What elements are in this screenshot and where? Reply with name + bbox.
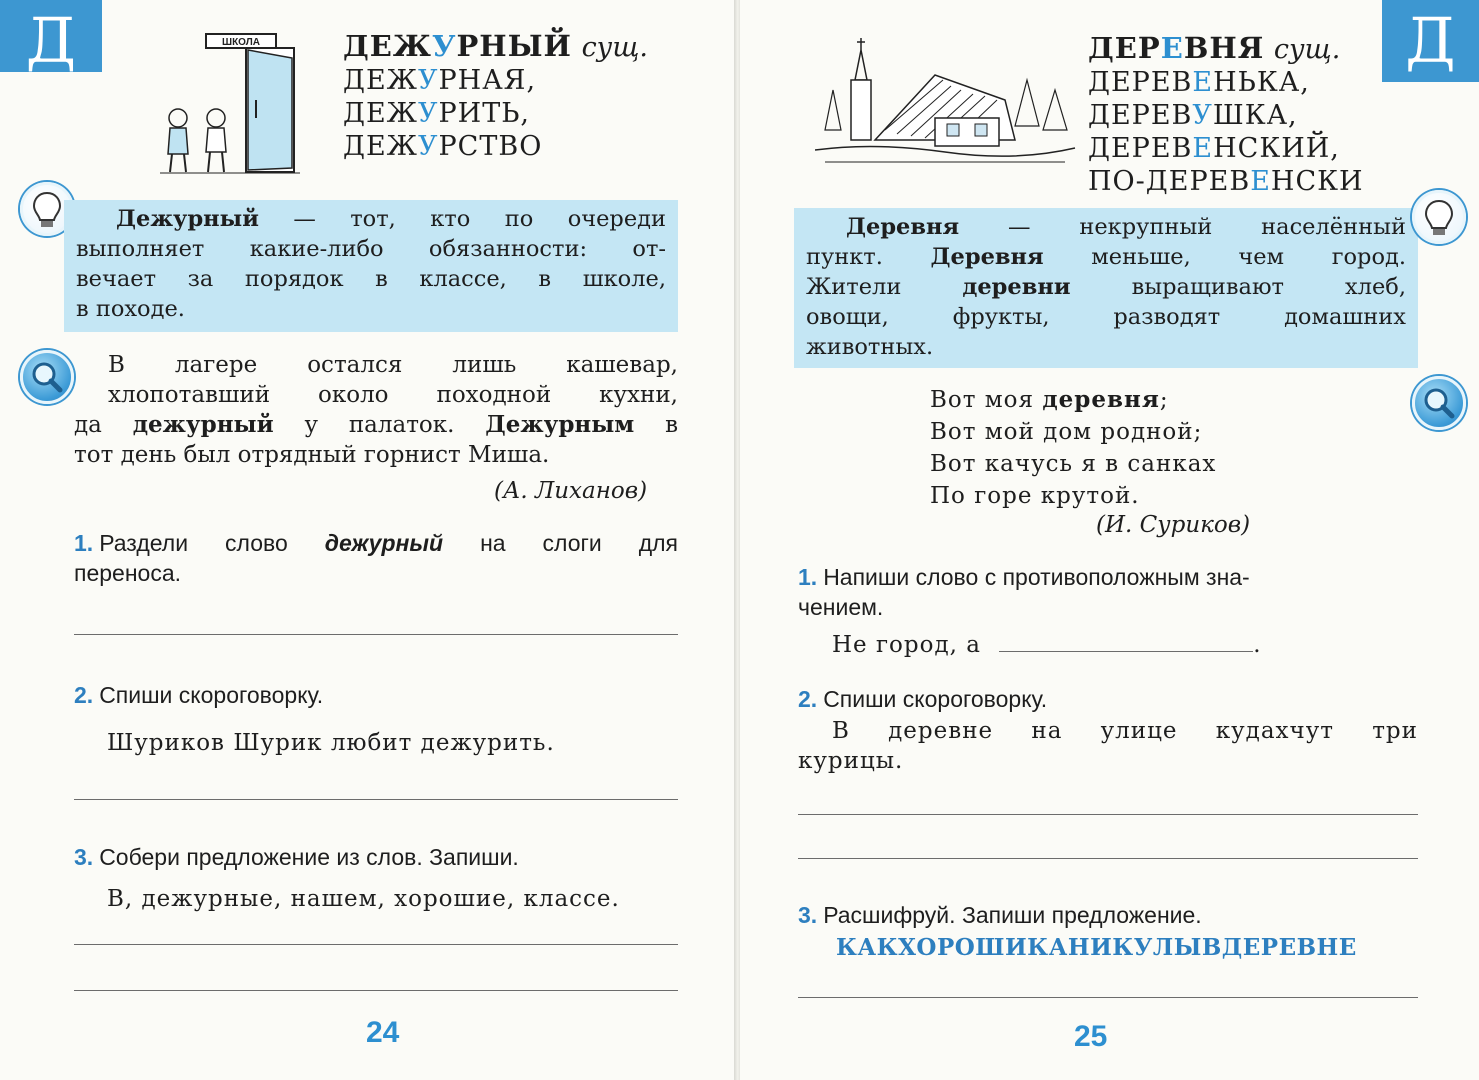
word-form: ДЕЖУРСТВО: [343, 131, 543, 162]
magnifier-icon: [1412, 376, 1466, 430]
page-number-right: 25: [1074, 1020, 1108, 1053]
answer-line[interactable]: [74, 990, 678, 991]
school-sign-text: ШКОЛА: [222, 37, 260, 48]
school-door-illustration: [160, 30, 300, 175]
word-form: ДЕЖУРИТЬ,: [343, 98, 531, 129]
blank-answer-line[interactable]: [999, 634, 1253, 652]
answer-line[interactable]: [74, 799, 678, 800]
task-2-left: 2. Спиши скороговорку.: [74, 682, 324, 708]
right-page: [740, 0, 1479, 1080]
task-1-left: 1. Раздели слово дежурный на слоги для переноса.: [74, 530, 679, 586]
letter-tab-right: Д: [1382, 0, 1479, 82]
answer-line[interactable]: [798, 997, 1418, 998]
word-form: ДЕРЕВЕНЬКА,: [1088, 67, 1310, 98]
task-1-prompt-right: Не город, а .: [832, 632, 1262, 658]
word-form: ДЕРЕВУШКА,: [1088, 100, 1298, 131]
answer-line[interactable]: [798, 814, 1418, 815]
answer-line[interactable]: [798, 858, 1418, 859]
task-3-left: 3. Собери предложение из слов. Запиши.: [74, 844, 519, 870]
magnifier-icon: [20, 350, 74, 404]
example-author-left: (А. Лиханов): [494, 478, 648, 504]
poem-author-right: (И. Суриков): [1096, 512, 1251, 538]
left-page: [0, 0, 736, 1080]
poem-right: Вот моя деревня; Вот мой дом родной; Вот качусь я в санках По горе крутой.: [930, 386, 1217, 509]
word-list-left: В, дежурные, нашем, хорошие, классе.: [107, 886, 620, 912]
answer-line[interactable]: [74, 634, 678, 635]
headword-title: ДЕЖУРНЫЙ сущ.: [343, 29, 648, 63]
cipher-text-right: КАКХОРОШИКАНИКУЛЫВДЕРЕВНЕ: [836, 934, 1357, 961]
definition-box-left: Дежурный — тот, кто по очереди выполняет какие-либо обязанности: от- вечает за порядок в классе, в школе, в походе.: [64, 200, 678, 332]
word-form: ДЕРЕВЕНСКИЙ,: [1088, 133, 1340, 164]
task-1-right: 1. Напиши слово с противоположным зна- чением.: [798, 564, 1250, 620]
word-form: ПО-ДЕРЕВЕНСКИ: [1088, 166, 1364, 197]
page-number-left: 24: [366, 1016, 400, 1049]
task-3-right: 3. Расшифруй. Запиши предложение.: [798, 902, 1202, 928]
village-illustration: [815, 30, 1085, 170]
answer-line[interactable]: [74, 944, 678, 945]
lightbulb-icon: [1412, 190, 1466, 244]
letter-tab-left: Д: [0, 0, 102, 72]
word-form: ДЕЖУРНАЯ,: [343, 65, 537, 96]
headword-block-right: [1088, 32, 1364, 198]
headword-block-left: [343, 30, 648, 163]
headword-title: ДЕРЕВНЯ сущ.: [1088, 31, 1341, 65]
example-text-left: В лагере остался лишь кашевар, хлопотавший около походной кухни, да дежурный у палаток. Дежурным в тот день был отрядный горнист Миша.: [74, 352, 679, 468]
tongue-twister-right: В деревне на улице кудахчут три курицы.: [798, 718, 1418, 774]
task-2-right: 2. Спиши скороговорку.: [798, 686, 1048, 712]
tongue-twister-left: Шуриков Шурик любит дежурить.: [107, 730, 555, 756]
definition-box-right: Деревня — некрупный населённый пункт. Деревня меньше, чем город. Жители деревни выращивают хлеб, овощи, фрукты, разводят домашних животных.: [794, 208, 1418, 368]
